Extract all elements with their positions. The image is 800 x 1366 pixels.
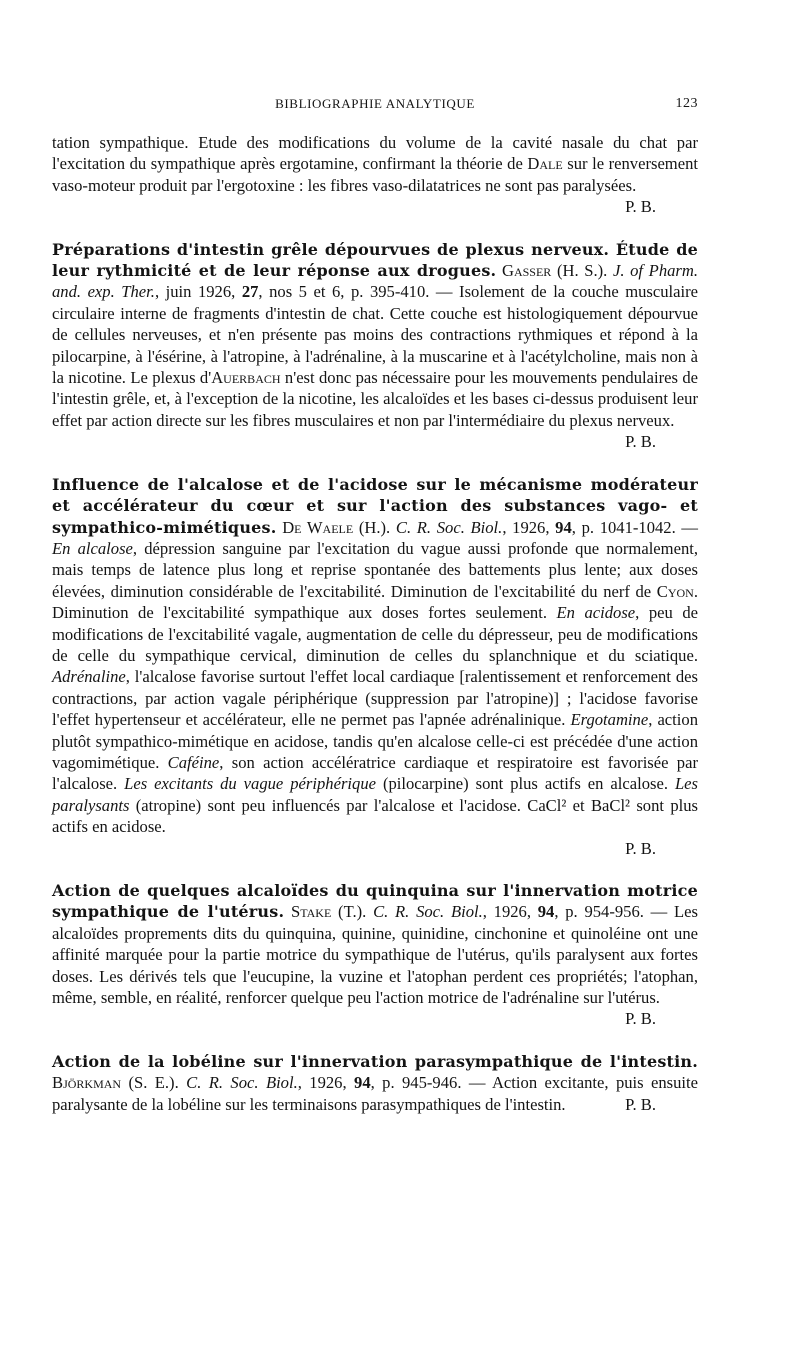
abstract-text: , son action accélératrice cardiaque et respiratoire est favorisée par l'alcalose. [52,752,698,794]
volume-number: 94 [537,902,555,922]
abstract-text: , peu de modifications de l'excitabilité vagale, augmentation de celle du dépresseur, peu de modifications de celle du sympathique cervical, diminution de celles du splanchnique et du sciatique. [52,603,698,665]
abstract-text: n'est donc pas nécessaire pour les mouvements pendulaires de l'intestin grêle, et, à l'exception de la nicotine, les alcaloïdes et les bases ci-dessus produisent leur effet par action directe sur les fibres musculaires et non par l'intermédiaire du plexus nerveux. [52,368,699,430]
author-initials: (T.). [331,902,374,922]
reviewer-signature: P. B. [625,1094,656,1114]
page-range: , p. 1041-1042. — [571,517,699,537]
section-term: Caféine [167,752,220,772]
abstract-body [52,474,698,838]
abstract-body [52,132,698,217]
abstract-text: . Diminution de l'excitabilité sympathique aux doses fortes seulement. [52,581,698,623]
author-name: Björkman [52,1073,122,1093]
abstract-entry [52,239,698,453]
abstract-text: Les alcaloïdes proprements dits du quinquina, quinine, quinidine, cinchonine et quinoléine ont une affinité marquée pour la partie motrice du sympathique de l'utérus, qu'ils paralysent aux fortes doses. Les dérivés tels que l'eucupine, la vuzine et l'atophan perdent ces propriétés; l'atophan, même, semble, en réalité, renforcer quelque peu l'action motrice de l'adrénaline sur l'utérus. [52,902,698,1008]
journal-name: C. R. Soc. Biol. [186,1073,298,1093]
reviewer-signature: P. B. [625,838,656,858]
section-term: Les excitants du vague périphérique [124,774,376,794]
abstract-entry-continued [52,132,698,218]
abstract-text: Isolement de la couche musculaire circulaire interne de fragments d'intestin de chat. Cette couche est histologiquement dépourvue de cellules nerveuses, et n'en présente pas moins des contractions rythmiques et répond à la pilocarpine, à l'ésérine, à l'atropine, à l'adrénaline, à la muscarine et à l'acétylcholine, mais non à la nicotine. Le plexus d' [52,282,699,388]
page-range: , p. 945-946. — [370,1073,492,1093]
section-term: En alcalose [52,538,133,558]
volume-number: 27 [241,282,259,302]
publication-date: , 1926, [502,517,556,537]
author-initials: (H.). [353,517,396,537]
abstract-text: Action excitante, puis ensuite paralysante de la lobéline sur les terminaisons parasympathiques de l'intestin. [52,1073,699,1114]
author-name: Gasser [501,261,552,281]
abstract-entry [52,474,698,859]
author-name: Stake [291,902,332,922]
journal-name: C. R. Soc. Biol. [373,902,483,922]
journal-name: C. R. Soc. Biol. [395,517,503,537]
author-initials: (H. S.). [551,261,613,281]
abstract-text: sur le renversement vaso-moteur produit par l'ergotoxine : les fibres vaso-dilatatrices ne sont pas paralysées. [52,154,698,195]
publication-date: , 1926, [482,902,538,922]
abstract-text: (atropine) sont peu influencés par l'alcalose et l'acidose. CaCl² et BaCl² sont plus actifs en acidose. [52,795,698,837]
author-reference: Cyon [656,581,694,601]
running-head [52,96,698,122]
volume-number: 94 [354,1073,371,1093]
abstract-text: tation sympathique. Etude des modifications du volume de la cavité nasale du chat par l'excitation du sympathique après ergotamine, confirmant la théorie de [52,133,698,174]
page-range: , p. 954-956. — [554,902,675,922]
abstract-entry [52,880,698,1030]
abstract-body [52,239,699,452]
reviewer-signature: P. B. [625,1009,656,1029]
section-term: En acidose [556,603,636,623]
reviewer-signature: P. B. [625,197,656,217]
abstract-body [52,1051,698,1115]
abstract-text: , l'alcalose favorise surtout l'effet local cardiaque [ralentissement et renforcement des contractions, par action vagale périphérique (suppression par l'atropine)] ; l'acidose favorise l'effet hypertenseur et accélérateur, elle ne permet pas l'apnée adrénalinique. [52,667,698,730]
section-term: Adrénaline [52,667,126,687]
abstract-title: Préparations d'intestin grêle dépourvues de plexus nerveux. Étude de leur rythmicité et de leur réponse aux drogues. [52,239,698,281]
reviewer-signature: P. B. [625,432,656,452]
abstract-title: Influence de l'alcalose et de l'acidose sur le mécanisme modérateur et accélérateur du cœur et sur l'action des substances vago- et sympathico-mimétiques. [52,474,698,537]
abstract-text: (pilocarpine) sont plus actifs en alcalose. [375,774,675,794]
volume-number: 94 [555,517,572,537]
abstract-text: , action plutôt sympathico-mimétique en acidose, tandis qu'en alcalose celle-ci est précédée d'une action vagomimétique. [52,710,698,772]
page-number: 123 [675,96,698,111]
abstract-title: Action de la lobéline sur l'innervation parasympathique de l'intestin. [52,1051,698,1071]
section-term: Ergotamine [570,710,649,730]
section-term: Les paralysants [52,774,698,815]
running-head-title: BIBLIOGRAPHIE ANALYTIQUE [275,96,475,111]
journal-name: J. of Pharm. and. exp. Ther. [52,261,699,302]
author-name: De Waele [282,517,354,537]
journal-page [52,96,698,1115]
author-reference: Dale [527,154,563,174]
abstract-body [52,880,698,1029]
author-initials: (S. E.). [121,1073,187,1093]
issue-pages: , nos 5 et 6, p. 395-410. — [258,282,460,302]
author-reference: Auerbach [211,368,281,388]
abstract-text: , dépression sanguine par l'excitation du vague aussi profonde que normalement, mais temps de latence plus long et reprise spontanée des battements plus lente; aux doses élevées, diminution considérable de l'excitabilité. Diminution de l'excitabilité du nerf de [52,538,698,601]
publication-date: , 1926, [297,1073,355,1093]
abstract-title: Action de quelques alcaloïdes du quinquina sur l'innervation motrice sympathique de l'utérus. [52,881,698,922]
publication-date: , juin 1926, [154,282,242,302]
abstract-entry [52,1051,698,1115]
